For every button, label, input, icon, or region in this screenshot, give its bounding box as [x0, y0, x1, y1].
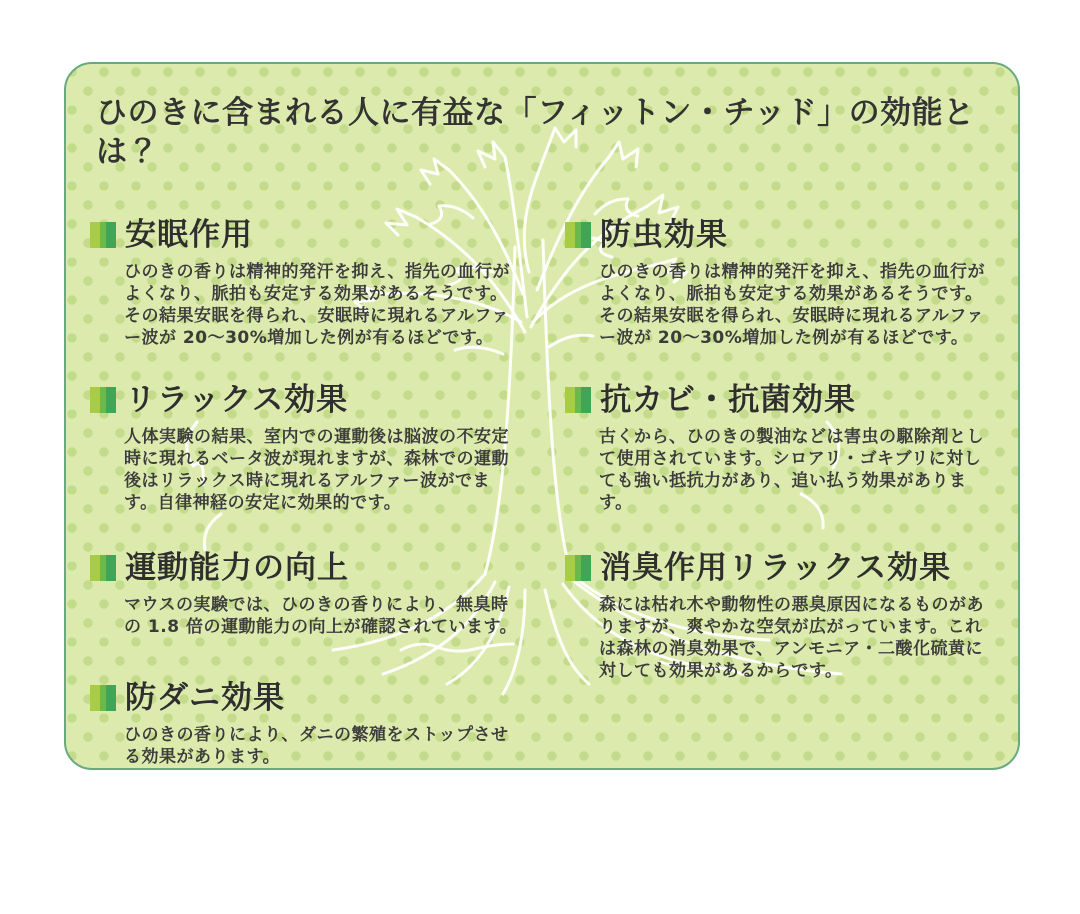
- benefit-heading: リラックス効果: [125, 381, 349, 418]
- section-athletic-ability: [90, 551, 521, 681]
- section-sleep: [90, 218, 521, 383]
- benefit-heading: 運動能力の向上: [125, 549, 349, 586]
- section-deodorizing: [565, 551, 997, 681]
- section-insect-repellent: [565, 218, 997, 383]
- bullet-icon: [90, 387, 116, 413]
- benefit-heading: 防虫効果: [600, 216, 728, 253]
- benefits-card: [64, 62, 1020, 770]
- bullet-icon: [565, 222, 591, 248]
- benefit-body: 人体実験の結果、室内での運動後は脳波の不安定時に現れるベータ波が現れますが、森林での運動後はリラックス時に現れるアルファー波がでます。自律神経の安定に効果的です。: [124, 426, 509, 513]
- section-anti-mold-antibacterial: [565, 383, 997, 551]
- benefit-body: 古くから、ひのきの製油などは害虫の駆除剤として使用されています。シロアリ・ゴキブリに対しても強い抵抗力があり、追い払う効果があります。: [599, 426, 984, 513]
- bullet-icon: [565, 387, 591, 413]
- benefit-body: ひのきの香りにより、ダニの繁殖をストップさせる効果があります。: [124, 724, 509, 767]
- bullet-icon: [90, 685, 116, 711]
- section-anti-mite-header: [90, 681, 521, 715]
- section-deodorizing-header: [565, 551, 997, 585]
- section-athletic-ability-header: [90, 551, 521, 585]
- benefits-grid: [66, 218, 1018, 768]
- section-insect-repellent-header: [565, 218, 997, 252]
- section-relaxation-header: [90, 383, 521, 417]
- benefit-heading: 抗カビ・抗菌効果: [600, 381, 856, 418]
- section-anti-mold-antibacterial-header: [565, 383, 997, 417]
- page-title: ひのきに含まれる人に有益な「フィットン・チッド」の効能とは？: [96, 95, 975, 170]
- benefit-body: 森には枯れ木や動物性の悪臭原因になるものがありますが、爽やかな空気が広がっています。これは森林の消臭効果で、アンモニア・二酸化硫黄に対しても効果があるからです。: [599, 594, 984, 681]
- benefit-heading: 消臭作用リラックス効果: [600, 549, 952, 586]
- benefit-body: ひのきの香りは精神的発汗を抑え、指先の血行がよくなり、脈拍も安定する効果があるそうです。その結果安眠を得られ、安眠時に現れるアルファー波が 20〜30%増加した例が有るほどです。: [599, 261, 986, 348]
- benefit-body: マウスの実験では、ひのきの香りにより、無臭時の 1.8 倍の運動能力の向上が確認されています。: [124, 594, 518, 637]
- benefit-heading: 安眠作用: [125, 216, 253, 253]
- bullet-icon: [565, 555, 591, 581]
- bullet-icon: [90, 222, 116, 248]
- section-relaxation: [90, 383, 521, 551]
- bullet-icon: [90, 555, 116, 581]
- benefit-heading: 防ダニ効果: [125, 679, 285, 716]
- section-sleep-header: [90, 218, 521, 252]
- benefit-body: ひのきの香りは精神的発汗を抑え、指先の血行がよくなり、脈拍も安定する効果があるそうです。その結果安眠を得られ、安眠時に現れるアルファー波が 20〜30%増加した例が有るほどです。: [124, 261, 511, 348]
- section-anti-mite: [90, 681, 521, 768]
